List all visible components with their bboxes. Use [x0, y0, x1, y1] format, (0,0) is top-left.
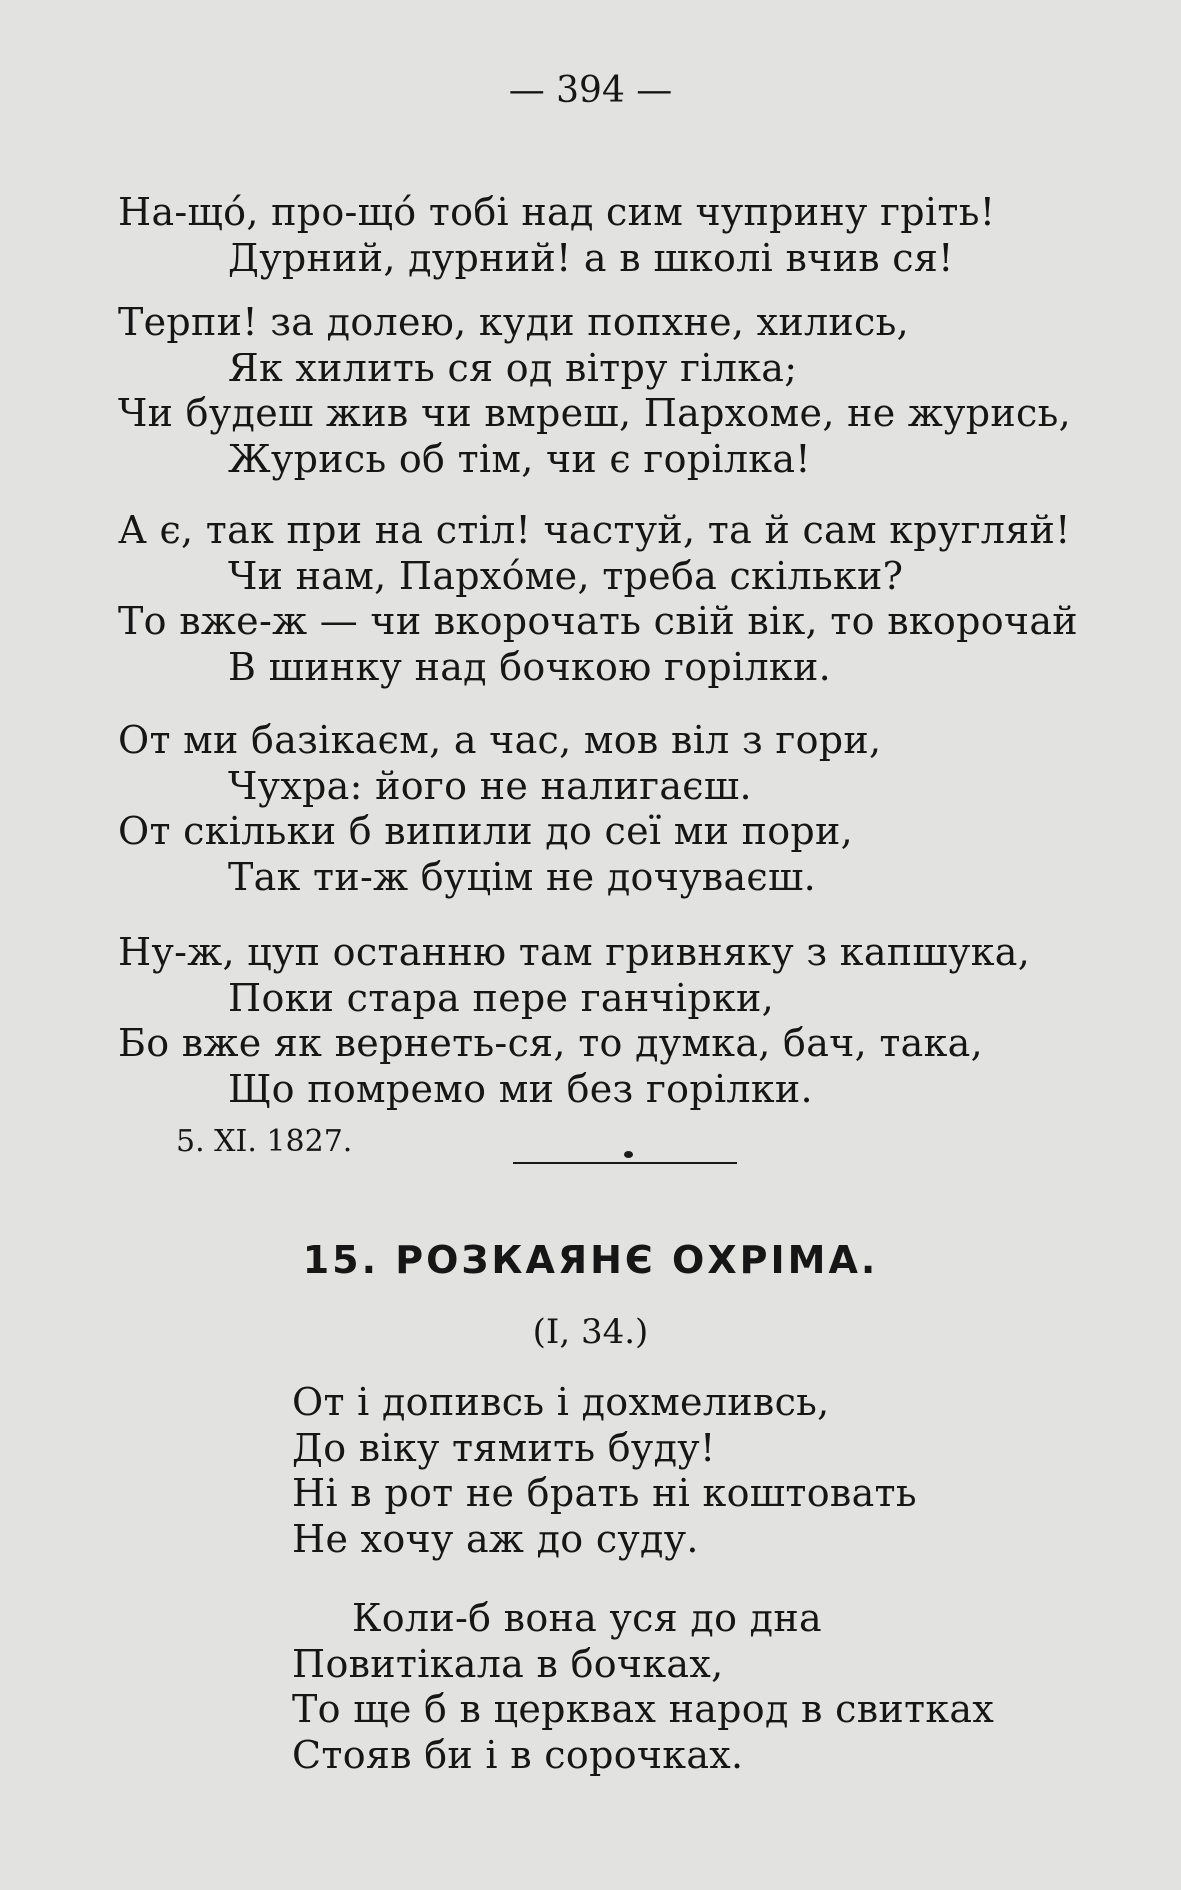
- poem-date: 5. XI. 1827.: [176, 1124, 353, 1159]
- poem-line: Як хилить ся од вітру гілка;: [228, 345, 798, 390]
- poem-line: Чи будеш жив чи вмреш, Пархоме, не журись,: [118, 391, 1071, 435]
- poem-line: Дурний, дурний! а в школі вчив ся!: [228, 235, 954, 280]
- poem-line: Коли-б вона уся до дна: [352, 1596, 822, 1640]
- poem-line: Поки стара пере ганчірки,: [228, 975, 775, 1020]
- poem-line: На-що́, про-що́ тобі над сим чуприну гріть!: [118, 190, 996, 234]
- page-number: — 394 —: [508, 70, 673, 111]
- next-poem-stanza-2: [292, 1596, 1112, 1778]
- poem-line: То ще б в церквах народ в свитках: [292, 1687, 995, 1731]
- poem-line: То вже-ж — чи вкорочать свій вік, то вкорочай: [118, 599, 1078, 643]
- poem-line: А є, так при на стіл! частуй, та й сам кругляй!: [118, 508, 1071, 552]
- stanza-1: [118, 190, 1138, 281]
- poem-line: От і допивсь і дохмеливсь,: [292, 1380, 830, 1424]
- section-divider: [513, 1162, 737, 1164]
- poem-line: От ми базікаєм, а час, мов віл з гори,: [118, 718, 882, 762]
- poem-line: До віку тямить буду!: [292, 1425, 716, 1470]
- poem-title: 15. РОЗКАЯНЄ ОХРІМА.: [302, 1238, 879, 1282]
- stanza-5: [118, 930, 1138, 1112]
- poem-source: (I, 34.): [532, 1312, 649, 1352]
- poem-line: Так ти-ж буцім не дочуваєш.: [228, 854, 817, 899]
- poem-line: Журись об тім, чи є горілка!: [228, 436, 811, 481]
- poem-line: Повитікала в бочках,: [292, 1641, 724, 1686]
- poem-line: Що помремо ми без горілки.: [228, 1066, 813, 1111]
- divider-ornament: [624, 1151, 633, 1158]
- stanza-2: [118, 300, 1138, 482]
- poem-line: В шинку над бочкою горілки.: [228, 644, 831, 689]
- poem-line: Бо вже як вернеть-ся, то думка, бач, така,: [118, 1021, 984, 1065]
- poem-line: Ні в рот не брать ні коштовать: [292, 1471, 917, 1515]
- poem-line: Стояв би і в сорочках.: [292, 1732, 744, 1777]
- poem-line: Чи нам, Пархо́ме, треба скільки?: [228, 553, 904, 598]
- poem-line: Не хочу аж до суду.: [292, 1516, 699, 1561]
- next-poem-stanza-1: [292, 1380, 1112, 1562]
- stanza-3: [118, 508, 1138, 690]
- poem-line: Ну-ж, цуп останню там гривняку з капшука,: [118, 930, 1031, 974]
- stanza-4: [118, 718, 1138, 900]
- poem-line: Терпи! за долею, куди попхне, хились,: [118, 300, 909, 344]
- poem-line: От скільки б випили до сеї ми пори,: [118, 809, 854, 853]
- poem-line: Чухра: його не налигаєш.: [228, 763, 752, 808]
